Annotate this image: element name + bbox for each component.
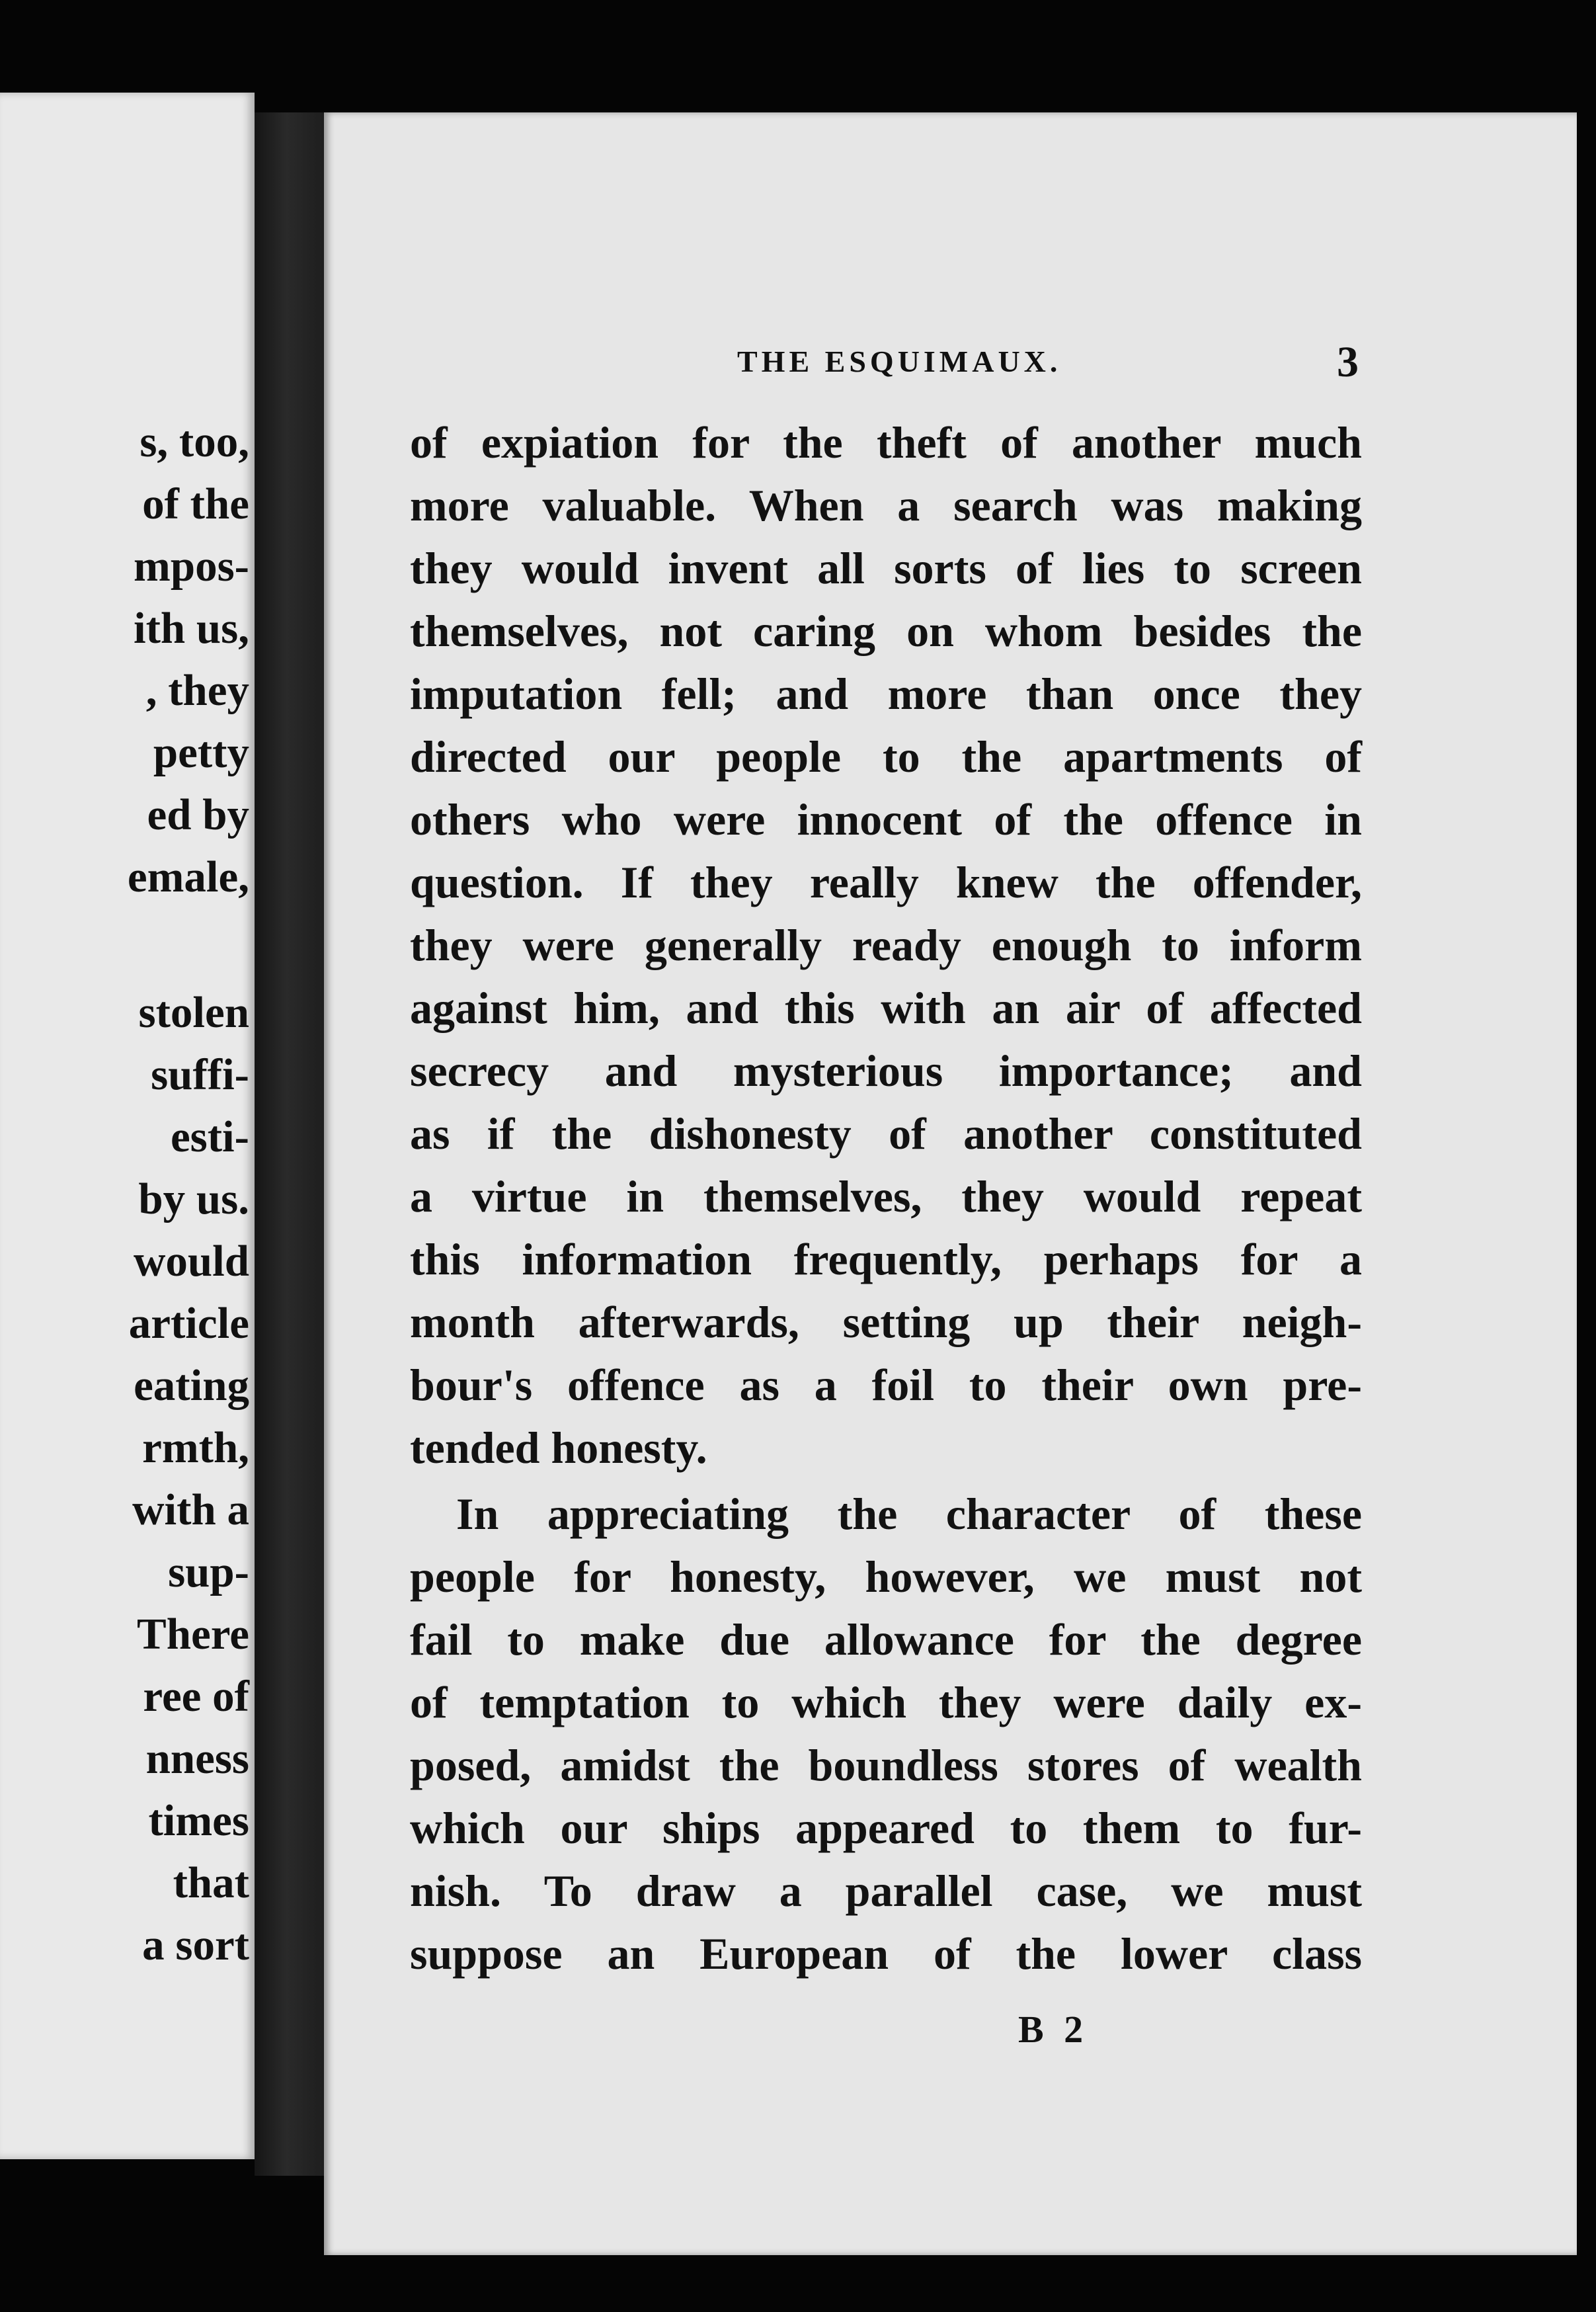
text-line: posed, amidst the boundless stores of wealth [410,1740,1362,1790]
left-page-line: ith us, [133,604,249,653]
text-line: question. If they really knew the offender, [410,857,1362,907]
left-page-line: times [148,1796,249,1845]
text-line: they would invent all sorts of lies to screen [410,543,1362,593]
text-line: imputation fell; and more than once they [410,669,1362,719]
left-page-line: nness [145,1734,249,1783]
text-line: they were generally ready enough to inform [410,920,1362,970]
left-page-line: of the [142,479,249,528]
text-line: a virtue in themselves, they would repeat [410,1171,1362,1221]
text-line: which our ships appeared to them to fur- [410,1803,1362,1853]
left-page-line: a sort [142,1920,249,1969]
left-page-line: mpos- [134,542,249,591]
text-line: others who were innocent of the offence in [410,794,1362,845]
text-line: of temptation to which they were daily ex- [410,1677,1362,1727]
text-line: fail to make due allowance for the degree [410,1614,1362,1665]
running-header: THE ESQUIMAUX. [737,345,1062,378]
left-page-line: esti- [170,1112,249,1161]
left-page-line: petty [153,728,249,777]
left-page-line: rmth, [142,1423,249,1472]
left-page-line: that [173,1858,249,1907]
left-page-line: , they [145,666,249,715]
text-line: this information frequently, perhaps for a [410,1234,1362,1284]
page-number: 3 [1337,338,1359,386]
text-line: more valuable. When a search was making [410,480,1362,530]
text-line: bour's offence as a foil to their own pre- [410,1360,1362,1410]
text-line: suppose an European of the lower class [410,1928,1362,1979]
left-page-line: ed by [147,790,249,839]
left-page-line: stolen [138,988,249,1037]
text-line: nish. To draw a parallel case, we must [410,1866,1362,1916]
text-line: themselves, not caring on whom besides the [410,606,1362,656]
left-page-line: eating [134,1361,249,1410]
left-page-line: article [128,1299,249,1348]
left-page-line: s, too, [140,417,249,466]
text-line: against him, and this with an air of affected [410,983,1362,1033]
book-gutter [255,112,334,2176]
left-page-line: with a [132,1485,249,1534]
left-page-line: ree of [143,1672,249,1721]
left-page [0,93,255,2159]
text-line: of expiation for the theft of another much [410,417,1362,468]
text-line: as if the dishonesty of another constituted [410,1108,1362,1159]
text-line: In appreciating the character of these [456,1489,1362,1539]
text-line: directed our people to the apartments of [410,731,1362,782]
left-page-line: would [133,1237,249,1286]
text-line: people for honesty, however, we must not [410,1551,1362,1602]
text-line: month afterwards, setting up their neigh- [410,1297,1362,1347]
text-line: secrecy and mysterious importance; and [410,1046,1362,1096]
signature-mark: B 2 [1018,2008,1089,2051]
left-page-line: by us. [138,1175,249,1223]
left-page-line: There [137,1610,249,1659]
text-line: tended honesty. [410,1423,707,1473]
left-page-line: sup- [168,1548,249,1596]
left-page-line: suffi- [151,1050,249,1099]
left-page-line: emale, [127,852,249,901]
